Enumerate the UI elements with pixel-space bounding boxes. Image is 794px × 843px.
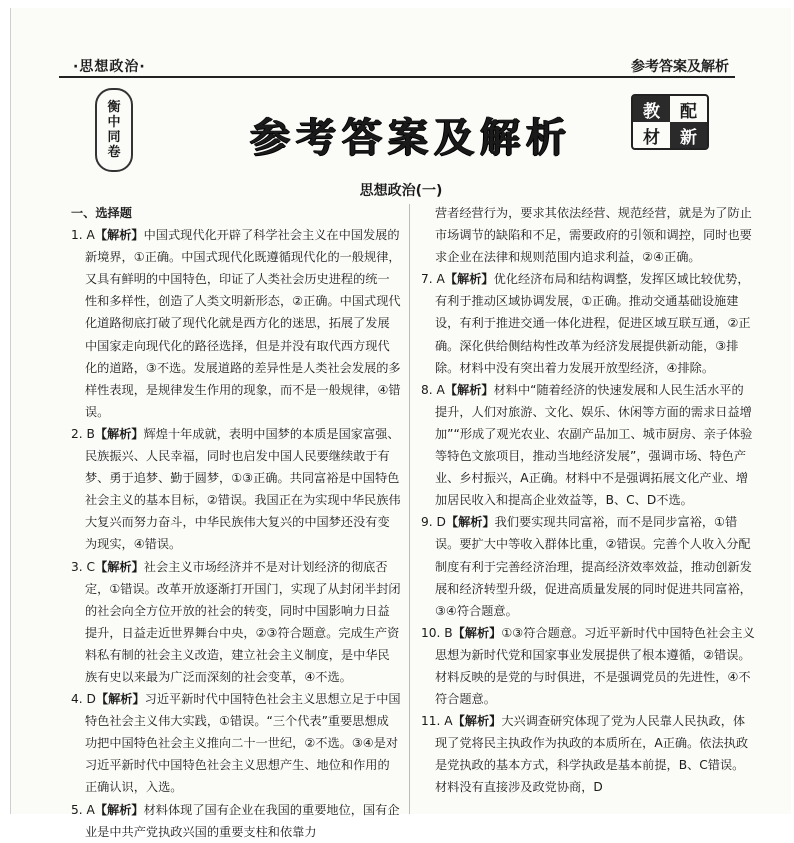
- analysis-tag: 【解析】: [94, 228, 144, 243]
- seal-char: 中: [107, 115, 121, 130]
- answer-text: 习近平新时代中国特色社会主义思想立足于中国特色社会主义伟大实践，①错误。“三个代表”重要思想成功把中国特色社会主义推向二十一世纪，②不选。③④是对习近平新时代中国特色社会主义思想产生、地位和作用的正确认识，入选。: [85, 692, 401, 795]
- badge-char: 教: [633, 96, 670, 122]
- answer-number: 5. A: [71, 802, 95, 817]
- answer-text: 我们要实现共同富裕，而不是同步富裕，①错误。要扩大中等收入群体比重，②错误。完善个人收入分配制度有利于完善经济治理，提高经济效率效益，推动创新发展和经济转型升级，促进高质量发展的同时促进共同富裕，③④符合题意。: [435, 515, 752, 618]
- series-seal: [95, 88, 133, 172]
- badge-char: 材: [643, 127, 660, 148]
- answer-item: [71, 688, 401, 798]
- badge-char: 新: [670, 122, 707, 148]
- seal-char: 衡: [107, 100, 121, 115]
- answer-number: 8. A: [421, 382, 445, 397]
- answer-number: 7. A: [421, 272, 445, 287]
- analysis-tag: 【解析】: [452, 625, 502, 640]
- analysis-tag: 【解析】: [452, 714, 502, 729]
- analysis-tag: 【解析】: [444, 272, 494, 287]
- answer-item: [71, 224, 401, 423]
- analysis-tag: 【解析】: [95, 692, 145, 707]
- answer-number: 11. A: [421, 714, 453, 729]
- answer-text: ①③符合题意。习近平新时代中国特色社会主义思想为新时代党和国家事业发展提供了根本遵循，②错误。材料反映的是党的与时俱进，不是强调党员的先进性，④不符合题意。: [435, 625, 755, 707]
- analysis-tag: 【解析】: [95, 559, 144, 574]
- page-title: 参考答案及解析: [250, 115, 572, 161]
- section-heading: 一、选择题: [71, 206, 132, 220]
- header-subject: ·思想政治·: [73, 59, 146, 75]
- analysis-tag: 【解析】: [94, 802, 144, 817]
- left-column: [71, 202, 401, 843]
- edition-badge: [631, 94, 709, 150]
- section-subtitle: 思想政治(一): [359, 183, 443, 199]
- answer-text: 大兴调查研究体现了党为人民靠人民执政，体现了党将民主执政作为执政的本质所在，A正确。依法执政是党执政的基本方式，科学执政是基本前提，B、C错误。材料没有直接涉及政党协商，D: [435, 714, 749, 795]
- answer-text: 材料中“随着经济的快速发展和人民生活水平的提升，人们对旅游、文化、娱乐、休闲等方面的需求日益增加”“形成了观光农业、农副产品加工、城市厨房、亲子体验等特色文旅项目，推动当地经济发展”，强调市场、特色产业、乡村振兴，A正确。材料中不是强调拓展文化产业、增加居民收入和提高企业效益等，B、C、D不选。: [435, 382, 753, 508]
- analysis-tag: 【解析】: [444, 382, 494, 397]
- analysis-tag: 【解析】: [94, 426, 144, 441]
- answer-item: [71, 799, 401, 843]
- answer-item: [421, 268, 755, 378]
- answer-item: [421, 622, 755, 710]
- column-divider: [409, 204, 410, 814]
- answer-text: 辉煌十年成就，表明中国梦的本质是国家富强、民族振兴、人民幸福，同时也启发中国人民要继续敢于有梦、勇于追梦、勤于圆梦，①③正确。共同富裕是中国特色社会主义的基本目标，②错误。我国正在为实现中华民族伟大复兴而努力奋斗，中华民族伟大复兴的中国梦还没有变为现实，④错误。: [85, 426, 401, 552]
- answer-text: 中国式现代化开辟了科学社会主义在中国发展的新境界，①正确。中国式现代化既遵循现代化的一般规律，又具有鲜明的中国特色，印证了人类社会历史进程的统一性和多样性，创造了人类文明新形态，②正确。中国式现代化道路彻底打破了现代化就是西方化的迷思，拓展了发展中国家走向现代化的路径选择，但是并没有取代西方现代化的道路，③不选。发展道路的差异性是人类社会发展的多样性表现，是规律发生作用的现象，而不是一般规律，④错误。: [85, 228, 401, 419]
- answer-item: [421, 710, 755, 798]
- answer-number: 2. B: [71, 426, 95, 441]
- answer-item: [71, 423, 401, 556]
- analysis-tag: 【解析】: [445, 515, 495, 530]
- answer-item: [71, 556, 401, 689]
- answer-item: [421, 511, 755, 621]
- running-header: [59, 54, 735, 78]
- answer-number: 1. A: [71, 228, 95, 243]
- document-page: [10, 8, 791, 839]
- answer-item: [421, 379, 755, 512]
- answer-number: 10. B: [421, 625, 453, 640]
- answer-number: 4. D: [71, 692, 96, 707]
- answer-text: 材料体现了国有企业在我国的重要地位，国有企业是中共产党执政兴国的重要支柱和依靠力: [85, 802, 400, 839]
- answer-number: 9. D: [421, 515, 446, 530]
- continued-text: 营者经营行为，要求其依法经营、规范经营，就是为了防止市场调节的缺陷和不足，需要政府的引领和调控，同时也要求企业在法律和规则范围内追求利益，②④正确。: [435, 206, 752, 265]
- answer-text: 优化经济布局和结构调整，发挥区域比较优势，有利于推动区域协调发展，①正确。推动交通基础设施建设，有利于推进交通一体化进程，促进区域互联互通，②正确。深化供给侧结构性改革为经济发展提供新动能，③排除。材料中没有突出着力发展开放型经济，④排除。: [435, 272, 751, 375]
- seal-char: 同: [107, 130, 121, 145]
- answer-text: 社会主义市场经济并不是对计划经济的彻底否定，①错误。改革开放逐渐打开国门，实现了从封闭半封闭的社会向全方位开放的社会的转变，同时中国影响力日益提升，日益走近世界舞台中央，②③符合题意。完成生产资料私有制的社会主义改造，建立社会主义制度，是中华民族有史以来最为广泛而深刻的社会变革，④不选。: [85, 559, 401, 684]
- seal-char: 卷: [107, 145, 121, 160]
- badge-char: 配: [680, 101, 697, 122]
- answer-number: 3. C: [71, 559, 96, 574]
- header-section: 参考答案及解析: [631, 59, 729, 75]
- right-column: [421, 202, 755, 799]
